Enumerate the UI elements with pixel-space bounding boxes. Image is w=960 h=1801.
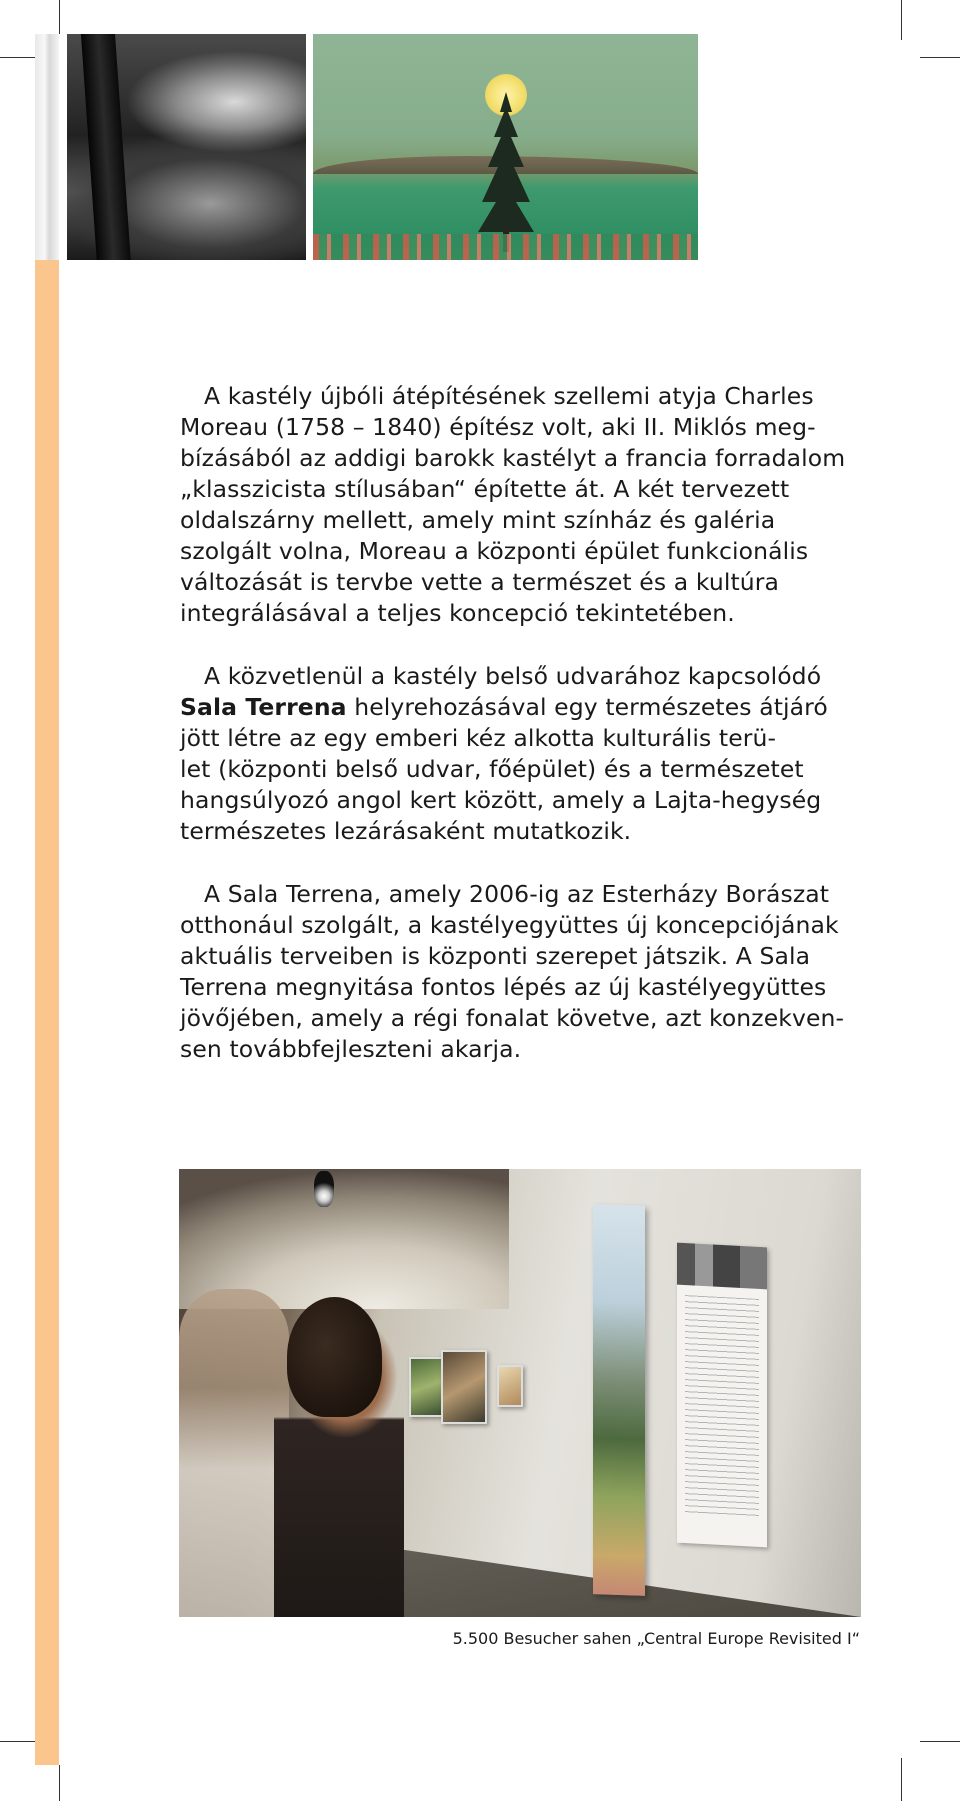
text-line: integrálásával a teljes koncepció tekintetében. xyxy=(180,599,735,627)
spotlight-icon xyxy=(314,1171,334,1207)
text-line: jött létre az egy emberi kéz alkotta kulturális terü- xyxy=(180,724,777,752)
side-band-top-strip xyxy=(35,34,59,260)
text-line: „klasszicista stílusában“ építette át. A két tervezett xyxy=(180,475,790,503)
text-line: aktuális terveiben is központi szerepet játszik. A Sala xyxy=(180,942,811,970)
framed-artwork xyxy=(497,1365,523,1407)
text-line: változását is tervbe vette a természet és a kultúra xyxy=(180,568,780,596)
text-line: let (központi belső udvar, főépület) és a természetet xyxy=(180,755,804,783)
framed-artwork xyxy=(409,1357,443,1417)
crop-mark xyxy=(0,57,38,58)
text-line: Moreau (1758 – 1840) építész volt, aki II. Miklós meg- xyxy=(180,413,816,441)
panel-text-lines xyxy=(685,1295,759,1519)
bold-term: Sala Terrena xyxy=(180,693,347,721)
flower-field-shape xyxy=(313,234,698,260)
framed-artwork xyxy=(441,1350,487,1424)
crop-mark xyxy=(920,1741,960,1742)
text-line: A közvetlenül a kastély belső udvarához kapcsolódó xyxy=(204,662,822,690)
vaulted-ceiling-shape xyxy=(179,1169,509,1309)
exhibition-visitors-photo xyxy=(179,1169,861,1617)
text-line: A kastély újbóli átépítésének szellemi atyja Charles xyxy=(204,382,814,410)
crop-mark xyxy=(901,1758,902,1801)
paragraph-moreau xyxy=(180,381,870,629)
text-line: hangsúlyozó angol kert között, amely a Lajta-hegység xyxy=(180,786,822,814)
text-line: Sala Terrena helyrehozásával egy természetes átjáró xyxy=(180,693,828,721)
tall-artwork-banner xyxy=(593,1204,645,1596)
photo-caption: 5.500 Besucher sahen „Central Europe Revisited I“ xyxy=(452,1629,860,1648)
text-line: A Sala Terrena, amely 2006-ig az Esterházy Borászat xyxy=(204,880,830,908)
text-line: jövőjében, amely a régi fonalat követve, azt konzekven- xyxy=(180,1004,845,1032)
visitor-hair-shape xyxy=(287,1297,382,1417)
text-line: otthonául szolgált, a kastélyegyüttes új koncepciójának xyxy=(180,911,839,939)
paragraph-sala-terrena xyxy=(180,661,870,847)
dark-tree-photo xyxy=(67,34,306,260)
moon-tree-painting xyxy=(313,34,698,260)
paragraph-future xyxy=(180,879,870,1065)
text-line: Terrena megnyitása fontos lépés az új kastélyegyüttes xyxy=(180,973,827,1001)
crop-mark xyxy=(59,1765,60,1801)
crop-mark xyxy=(59,0,60,34)
text-line: sen továbbfejleszteni akarja. xyxy=(180,1035,522,1063)
text-line: természetes lezárásaként mutatkozik. xyxy=(180,817,632,845)
crop-mark xyxy=(920,57,960,58)
text-line: bízásából az addigi barokk kastélyt a francia forradalom xyxy=(180,444,846,472)
crop-mark xyxy=(901,0,902,40)
side-accent-band xyxy=(35,260,59,1765)
info-text-panel xyxy=(677,1243,767,1548)
text-line: oldalszárny mellett, amely mint színház és galéria xyxy=(180,506,776,534)
visitor-silhouette xyxy=(179,1289,289,1617)
crop-mark xyxy=(0,1741,38,1742)
text-line: szolgált volna, Moreau a központi épület funkcionális xyxy=(180,537,809,565)
panel-header-images xyxy=(677,1243,767,1290)
tree-trunk-shape xyxy=(80,34,131,260)
